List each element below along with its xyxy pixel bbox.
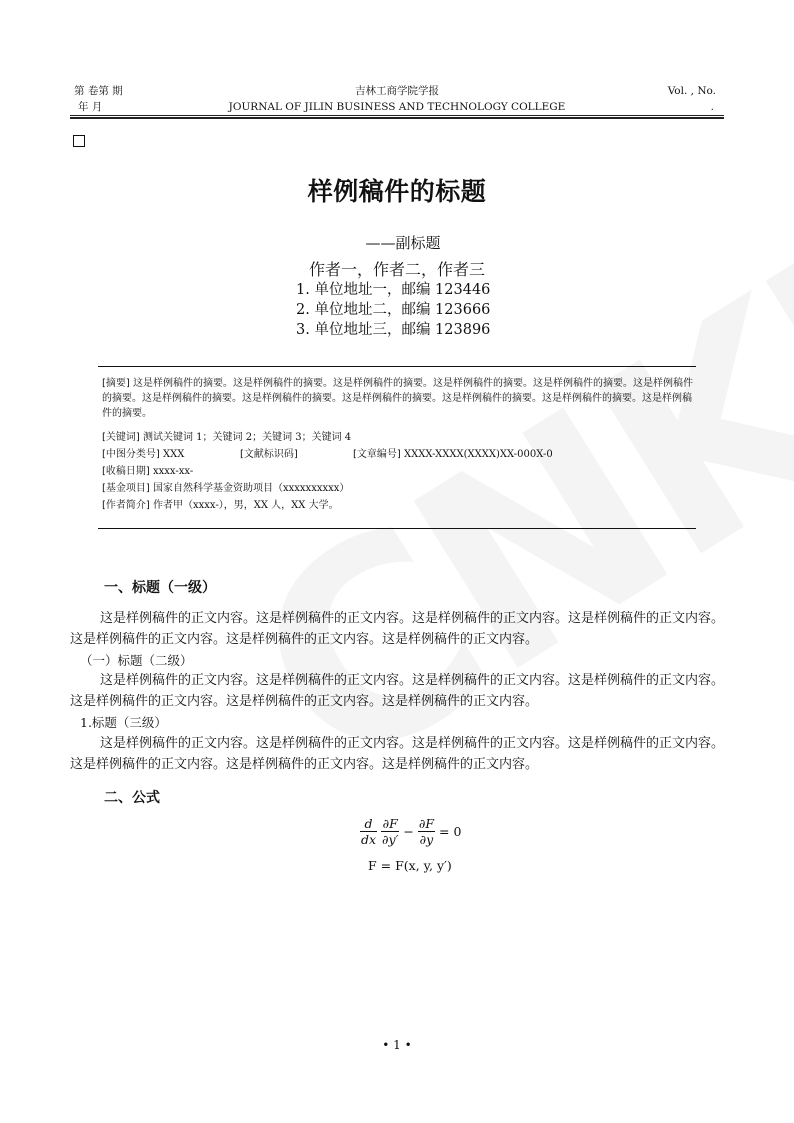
section-1-subheading: （一）标题（二级） bbox=[80, 653, 193, 668]
received-label: [收稿日期] bbox=[102, 466, 150, 477]
journal-name-en: JOURNAL OF JILIN BUSINESS AND TECHNOLOGY COLLEGE bbox=[228, 101, 566, 113]
article-no-line bbox=[353, 447, 553, 462]
header-volume: Vol. , No. bbox=[667, 85, 716, 97]
checkbox[interactable] bbox=[73, 135, 85, 147]
equals-zero: = 0 bbox=[439, 824, 462, 839]
abstract-rule-top bbox=[98, 366, 696, 367]
formula-definition: F = F(x, y, y′) bbox=[368, 858, 452, 873]
abstract-rule-bottom bbox=[98, 528, 696, 529]
received-line bbox=[102, 464, 193, 479]
doc-code-label: [文献标识码] bbox=[240, 449, 298, 460]
page-number: • 1 • bbox=[382, 1038, 412, 1052]
header-date: 年 月 bbox=[78, 101, 103, 113]
fund-label: [基金项目] bbox=[102, 483, 150, 494]
fund-line bbox=[102, 481, 349, 496]
keywords-text: 测试关键词 1；关键词 2；关键词 3；关键词 4 bbox=[143, 432, 352, 443]
minus-sign: − bbox=[403, 824, 414, 839]
header-rule-bottom bbox=[70, 117, 724, 119]
article-no-value: XXXX-XXXX(XXXX)XX-000X-0 bbox=[404, 449, 553, 460]
author-list: 作者一，作者二，作者三 bbox=[308, 260, 485, 279]
abstract bbox=[102, 376, 694, 421]
section-1-heading: 一、标题（一级） bbox=[104, 580, 216, 596]
frac-dF-dy: $\frac{\partial F}{\partial y}$ bbox=[418, 816, 435, 847]
author-bio-label: [作者简介] bbox=[102, 500, 150, 511]
abstract-text: 这是样例稿件的摘要。这是样例稿件的摘要。这是样例稿件的摘要。这是样例稿件的摘要。这是样例稿件的摘要。这是样例稿件的摘要。这是样例稿件的摘要。这是样例稿件的摘要。这是样例稿件的摘要。这是样例稿件的摘要。这是样例稿件的摘要。这是样例稿件的摘要。 bbox=[102, 378, 693, 419]
section-1-sub-paragraph: 这是样例稿件的正文内容。这是样例稿件的正文内容。这是样例稿件的正文内容。这是样例稿件的正文内容。这是样例稿件的正文内容。这是样例稿件的正文内容。这是样例稿件的正文内容。 bbox=[70, 673, 725, 709]
doc-code-line bbox=[240, 447, 298, 462]
affiliation-3: 3. 单位地址三，邮编 123896 bbox=[296, 322, 491, 338]
keywords-label: [关键词] bbox=[102, 432, 140, 443]
header-rule-top bbox=[70, 115, 724, 116]
header-dot: . bbox=[710, 101, 714, 113]
header-issue: 第 卷第 期 bbox=[74, 85, 123, 97]
section-2-heading: 二、公式 bbox=[104, 790, 160, 806]
author-bio-line bbox=[102, 498, 339, 513]
section-1-subsub-paragraph: 这是样例稿件的正文内容。这是样例稿件的正文内容。这是样例稿件的正文内容。这是样例稿件的正文内容。这是样例稿件的正文内容。这是样例稿件的正文内容。这是样例稿件的正文内容。 bbox=[70, 736, 725, 772]
frac-d-dx: $\frac{d}{dx}$ bbox=[361, 816, 377, 847]
section-1-paragraph: 这是样例稿件的正文内容。这是样例稿件的正文内容。这是样例稿件的正文内容。这是样例稿件的正文内容。这是样例稿件的正文内容。这是样例稿件的正文内容。这是样例稿件的正文内容。 bbox=[70, 611, 725, 647]
article-subtitle: ——副标题 bbox=[365, 234, 441, 252]
abstract-label: [摘要] bbox=[102, 378, 130, 389]
article-no-label: [文章编号] bbox=[353, 449, 401, 460]
clc-label: [中图分类号] bbox=[102, 449, 160, 460]
article-title: 样例稿件的标题 bbox=[307, 177, 487, 206]
classification-line bbox=[102, 447, 184, 462]
formula-euler-lagrange bbox=[360, 816, 461, 847]
author-bio-value: 作者甲（xxxx-），男，XX 人，XX 大学。 bbox=[153, 500, 339, 511]
affiliation-2: 2. 单位地址二，邮编 123666 bbox=[296, 302, 491, 318]
frac-dF-dyprime: $\frac{\partial F}{\partial y'}$ bbox=[382, 816, 399, 847]
journal-name-cn: 吉林工商学院学报 bbox=[355, 85, 439, 97]
clc-value: XXX bbox=[163, 449, 185, 460]
fund-value: 国家自然科学基金资助项目（xxxxxxxxxx） bbox=[153, 483, 350, 494]
received-value: xxxx-xx- bbox=[153, 466, 194, 477]
section-1-subsubheading: 1.标题（三级） bbox=[80, 715, 167, 730]
affiliation-1: 1. 单位地址一，邮编 123446 bbox=[296, 282, 491, 298]
keywords-line bbox=[102, 430, 351, 445]
